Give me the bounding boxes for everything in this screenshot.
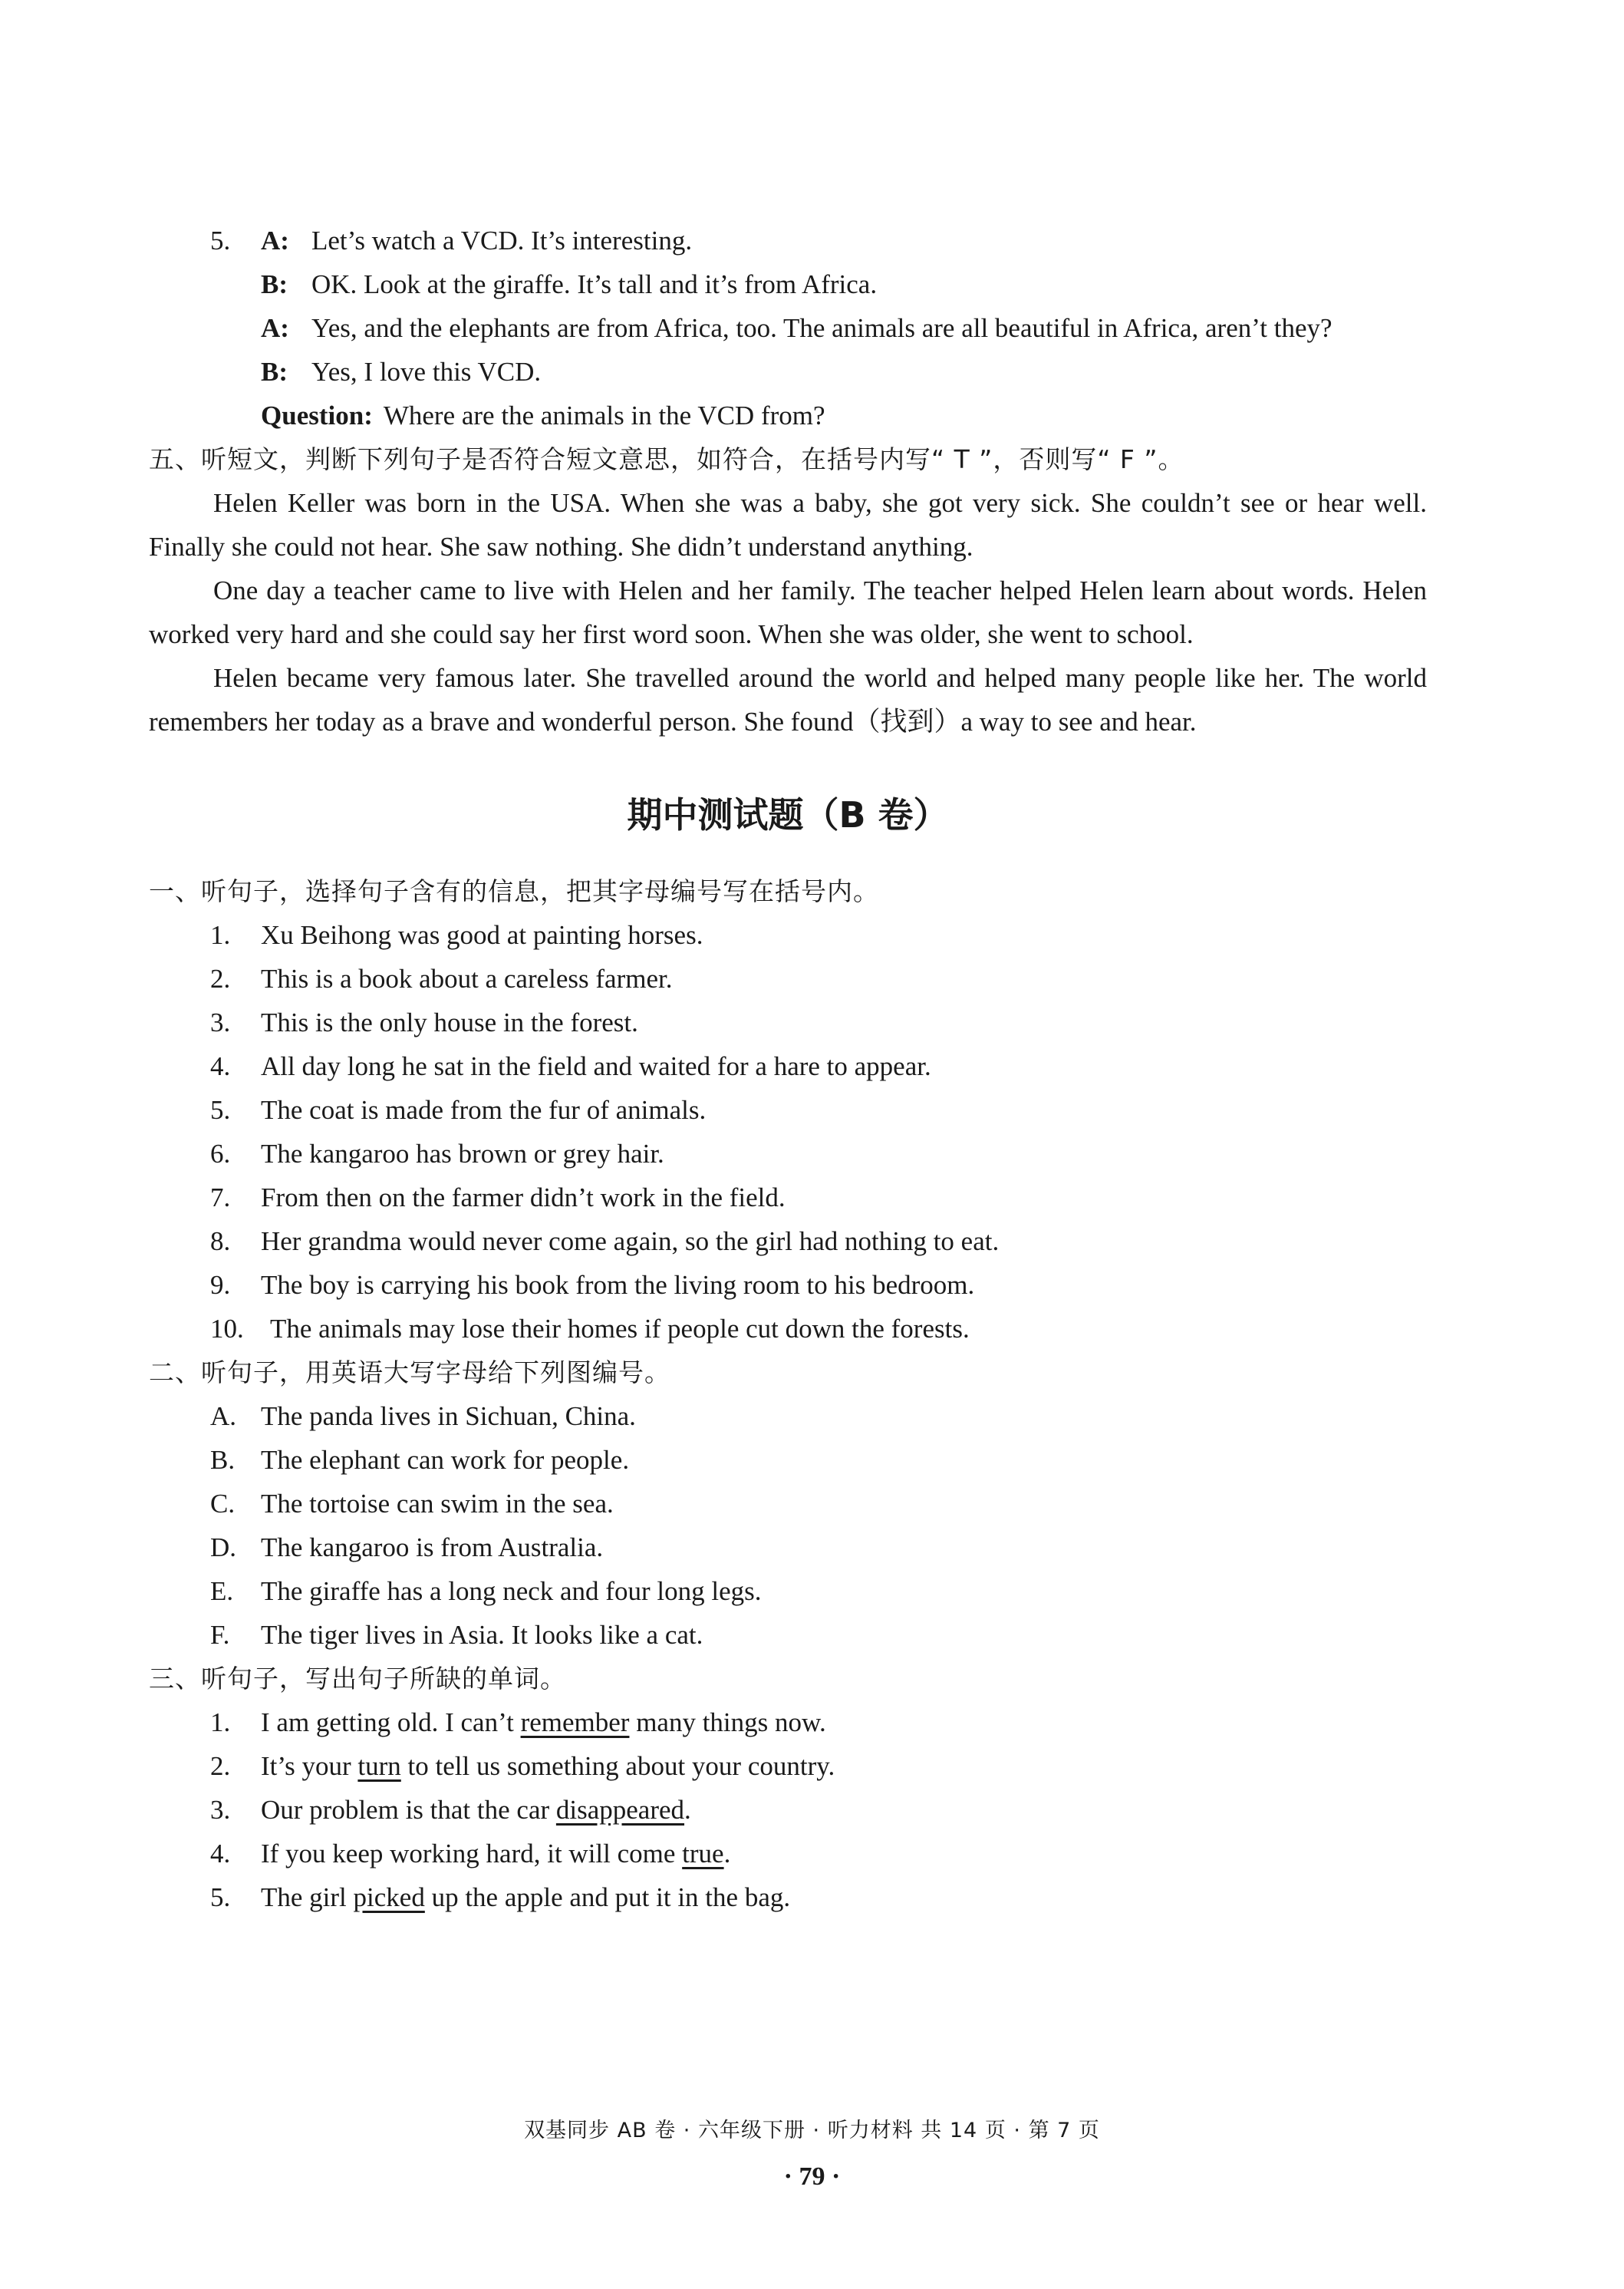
list-item <box>149 1613 1427 1657</box>
list-item <box>149 1088 1427 1132</box>
page-footer: 双基同步 AB 卷 · 六年级下册 · 听力材料 共 14 页 · 第 7 页 <box>524 2119 1100 2142</box>
item-text-after: . <box>684 1795 691 1825</box>
answer-word: disappeared <box>555 1795 685 1825</box>
item-text: From then on the farmer didn’t work in the field. <box>261 1182 786 1212</box>
item-letter: D. <box>210 1532 237 1562</box>
speaker-label: B: <box>261 357 288 387</box>
question-line <box>149 394 1427 437</box>
speaker-label: B: <box>261 269 288 299</box>
dialogue-text: Yes, I love this VCD. <box>311 357 542 387</box>
list-item <box>149 1394 1427 1438</box>
item-text: Xu Beihong was good at painting horses. <box>261 920 703 950</box>
answer-word: remember <box>520 1707 630 1737</box>
section-heading: 二、听句子，用英语大写字母给下列图编号。 <box>149 1357 670 1387</box>
dialogue-line <box>149 350 1427 394</box>
item-number: 8. <box>210 1226 231 1256</box>
item-number: 5. <box>210 1095 231 1125</box>
section-heading: 五、听短文，判断下列句子是否符合短文意思，如符合，在括号内写“ T ”，否则写“ F ”。 <box>149 444 1184 474</box>
item-text: The giraffe has a long neck and four long legs. <box>261 1576 762 1606</box>
dialogue-line <box>149 262 1427 306</box>
list-item <box>149 1875 1427 1919</box>
speaker-label: A: <box>261 313 289 343</box>
list-item <box>149 913 1427 957</box>
list-item <box>149 1788 1427 1832</box>
list-item <box>149 1525 1427 1569</box>
item-text-before: If you keep working hard, it will come <box>261 1839 683 1868</box>
list-item <box>149 1700 1427 1744</box>
section-heading: 三、听句子，写出句子所缺的单词。 <box>149 1664 566 1694</box>
item-text-after: to tell us something about your country. <box>400 1751 835 1781</box>
item-text: This is a book about a careless farmer. <box>261 964 673 994</box>
item-text-after: . <box>723 1839 731 1868</box>
list-item <box>149 1001 1427 1044</box>
answer-word: turn <box>357 1751 401 1781</box>
item-number: 2. <box>210 964 231 994</box>
list-item <box>149 1832 1427 1875</box>
passage-paragraph: One day a teacher came to live with Helen and her family. The teacher helped Helen learn about words. Helen worked very hard and she could say her first word soon. When she was older, she went to school. <box>149 576 1427 649</box>
item-text: Her grandma would never come again, so the girl had nothing to eat. <box>261 1226 1000 1256</box>
list-item <box>149 1744 1427 1788</box>
list-item <box>149 1482 1427 1525</box>
list-item <box>149 1569 1427 1613</box>
list-item <box>149 1263 1427 1307</box>
item-number: 3. <box>210 1795 231 1825</box>
item-letter: A. <box>210 1401 237 1431</box>
item-text: This is the only house in the forest. <box>261 1008 638 1037</box>
dialogue-text: Yes, and the elephants are from Africa, too. The animals are all beautiful in Africa, aren’t they? <box>311 313 1332 343</box>
passage-paragraph: Helen Keller was born in the USA. When she was a baby, she got very sick. She couldn’t see or hear well. Finally she could not hear. She saw nothing. She didn’t understand anything. <box>149 488 1427 562</box>
question-label: Question: <box>261 401 373 430</box>
passage-paragraph: Helen became very famous later. She travelled around the world and helped many people like her. The world remembers her today as a brave and wonderful person. She found（找到）a way to see and hear. <box>149 663 1427 737</box>
item-number: 5. <box>210 1882 231 1912</box>
page-number: · 79 · <box>783 2162 841 2191</box>
item-number: 6. <box>210 1139 231 1169</box>
item-text: All day long he sat in the field and waited for a hare to appear. <box>261 1051 931 1081</box>
dialogue-text: Let’s watch a VCD. It’s interesting. <box>311 226 693 256</box>
speaker-label: A: <box>261 226 289 256</box>
item-number: 3. <box>210 1008 231 1037</box>
item-letter: F. <box>210 1620 230 1650</box>
item-text: The tiger lives in Asia. It looks like a cat. <box>261 1620 703 1650</box>
item-number: 4. <box>210 1051 231 1081</box>
dialogue-line <box>149 306 1427 350</box>
question-text: Where are the animals in the VCD from? <box>383 401 825 430</box>
list-item <box>149 1307 1427 1351</box>
item-text-before: I am getting old. I can’t <box>261 1707 521 1737</box>
item-text: The kangaroo has brown or grey hair. <box>261 1139 664 1169</box>
page-content <box>149 219 1427 1919</box>
question-number: 5. <box>210 226 231 256</box>
item-text: The boy is carrying his book from the living room to his bedroom. <box>261 1270 975 1300</box>
list-item <box>149 1132 1427 1176</box>
item-number: 4. <box>210 1839 231 1868</box>
item-text-before: The girl <box>261 1882 354 1912</box>
item-text: The coat is made from the fur of animals. <box>261 1095 707 1125</box>
dialogue-text: OK. Look at the giraffe. It’s tall and it’s from Africa. <box>311 269 878 299</box>
page-title: 期中测试题（B 卷） <box>627 794 949 836</box>
item-number: 1. <box>210 1707 231 1737</box>
item-number: 7. <box>210 1182 231 1212</box>
list-item <box>149 1176 1427 1219</box>
item-text-before: It’s your <box>261 1751 358 1781</box>
list-item <box>149 1044 1427 1088</box>
item-letter: B. <box>210 1445 236 1475</box>
item-number: 2. <box>210 1751 231 1781</box>
item-text: The tortoise can swim in the sea. <box>261 1489 614 1519</box>
dialogue-line <box>149 219 1427 262</box>
item-letter: E. <box>210 1576 234 1606</box>
item-number: 1. <box>210 920 231 950</box>
list-item <box>149 1219 1427 1263</box>
item-letter: C. <box>210 1489 236 1519</box>
item-text-before: Our problem is that the car <box>261 1795 556 1825</box>
item-text-after: many things now. <box>629 1707 826 1737</box>
item-number: 9. <box>210 1270 231 1300</box>
list-item <box>149 1438 1427 1482</box>
item-text: The animals may lose their homes if people cut down the forests. <box>270 1314 970 1344</box>
item-text: The kangaroo is from Australia. <box>261 1532 604 1562</box>
section-heading: 一、听句子，选择句子含有的信息，把其字母编号写在括号内。 <box>149 876 879 906</box>
list-item <box>149 957 1427 1001</box>
answer-word: picked <box>353 1882 425 1912</box>
item-number: 10. <box>210 1314 244 1344</box>
answer-word: true <box>682 1839 724 1868</box>
item-text: The panda lives in Sichuan, China. <box>261 1401 636 1431</box>
item-text: The elephant can work for people. <box>261 1445 630 1475</box>
item-text-after: up the apple and put it in the bag. <box>424 1882 791 1912</box>
